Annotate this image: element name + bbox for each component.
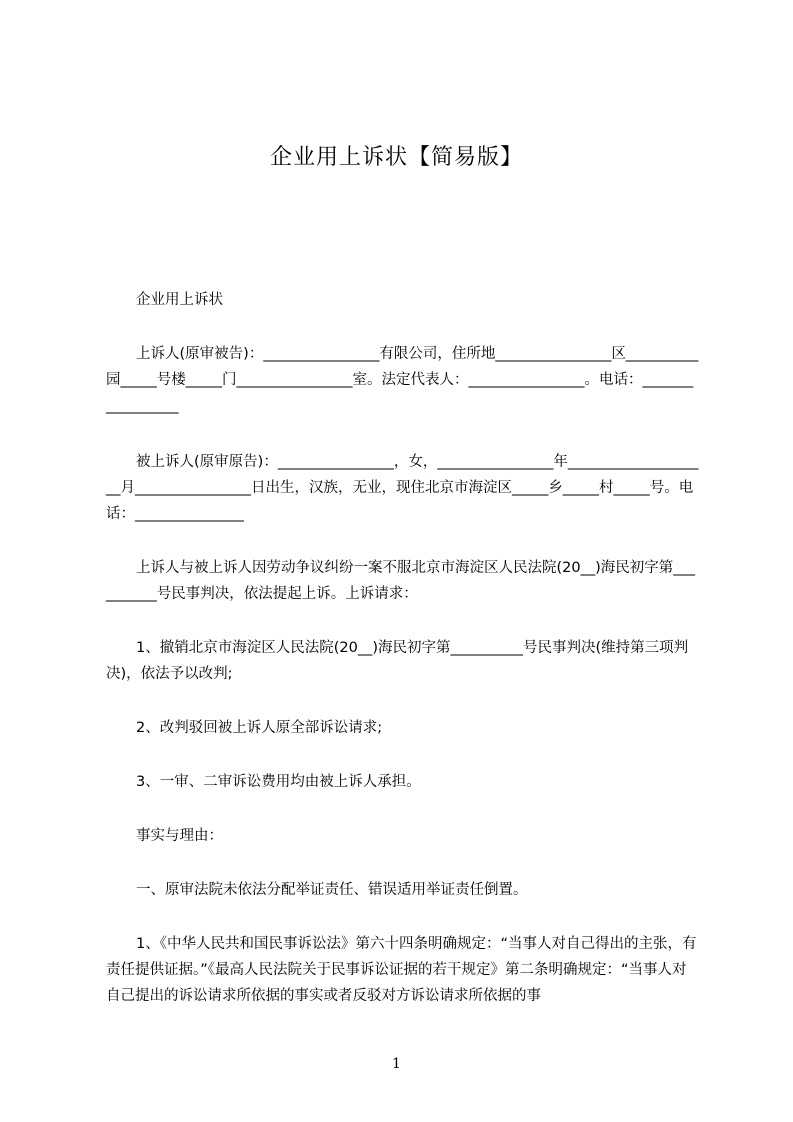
request-item-1: 1、撤销北京市海淀区人民法院(20__)海民初字第__________号民事判决(维持第三项判决)，依法予以改判; — [106, 640, 689, 682]
request-item-2: 2、改判驳回被上诉人原全部诉讼请求; — [136, 720, 383, 736]
document-title: 企业用上诉状【简易版】 — [269, 145, 523, 170]
document-heading: 企业用上诉状 — [136, 292, 223, 308]
page-number: 1 — [392, 1056, 401, 1072]
intro-paragraph: 上诉人与被上诉人因劳动争议纠纷一案不服北京市海淀区人民法院(20__)海民初字第__________号民事判决，依法提起上诉。上诉请求： — [106, 560, 696, 602]
appellant-paragraph: 上诉人(原审被告)：________________有限公司，住所地________________区__________园_____号楼_____门________________室。法定代表人：________________。电话：_________________ — [106, 346, 699, 414]
appellee-paragraph: 被上诉人(原审原告)：________________，女，________________年____________________月________________日出生，汉族，无业，现住北京市海淀区_____乡_____村_____号。电话：_______________ — [106, 454, 699, 522]
reason-1-text: 1、《中华人民共和国民事诉讼法》第六十四条明确规定：“当事人对自己得出的主张，有责任提供证据。”《最高人民法院关于民事诉讼证据的若干规定》第二条明确规定：“当事人对自己提出的诉讼请求所依据的事实或者反驳对方诉讼请求所依据的事 — [106, 936, 697, 1004]
request-item-3: 3、一审、二审诉讼费用均由被上诉人承担。 — [136, 774, 421, 790]
facts-heading: 事实与理由： — [136, 828, 223, 844]
reason-1-heading: 一、原审法院未依法分配举证责任、错误适用举证责任倒置。 — [136, 882, 528, 898]
